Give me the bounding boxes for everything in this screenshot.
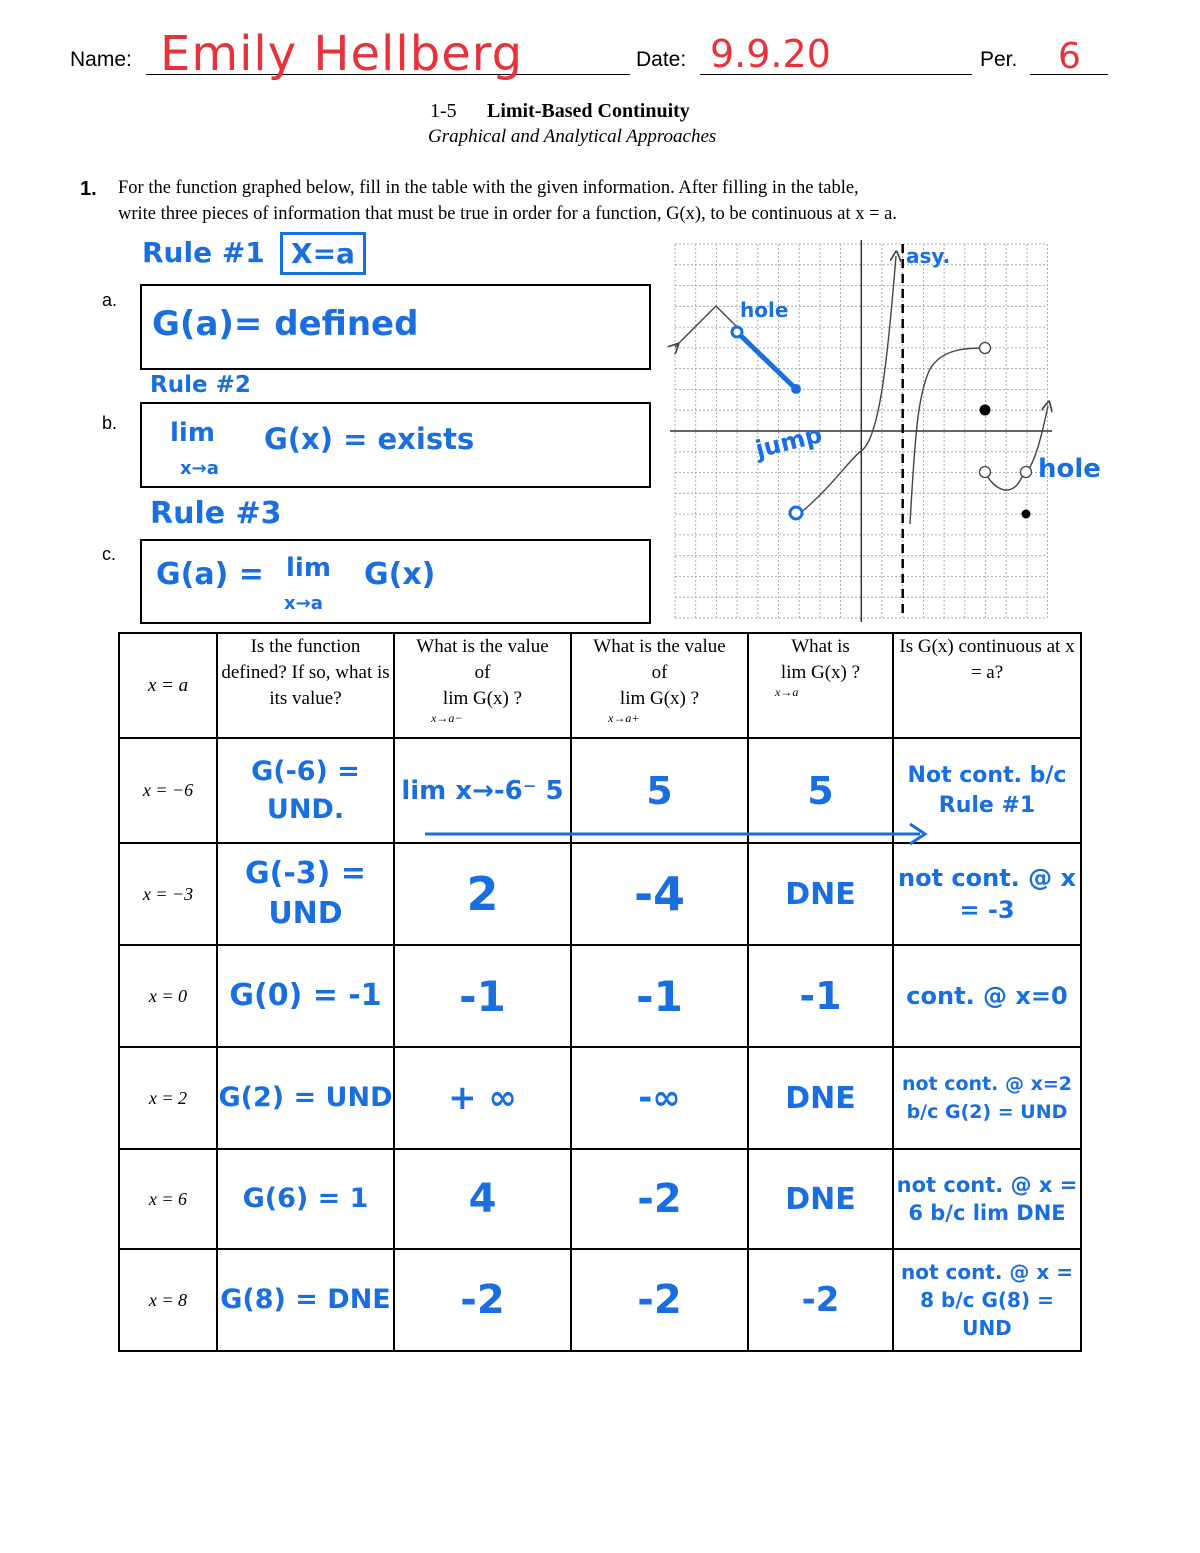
page-title: Limit-Based Continuity xyxy=(487,100,690,122)
row-x: x = 6 xyxy=(119,1149,217,1249)
answer-c-lim: lim xyxy=(286,553,331,583)
header-left-limit xyxy=(394,633,571,738)
continuity-table xyxy=(118,632,1082,1352)
row-x: x = 0 xyxy=(119,945,217,1047)
question-text-1: For the function graphed below, fill in the table with the given information. After filling in the table, xyxy=(118,178,859,198)
row-right: -1 xyxy=(571,945,748,1047)
row-defined: G(-3) = UND xyxy=(217,843,394,945)
row-left: 2 xyxy=(394,843,571,945)
answer-b-sub: x→a xyxy=(180,458,219,479)
row-defined: G(6) = 1 xyxy=(217,1149,394,1249)
row-left: lim x→-6⁻ 5 xyxy=(394,738,571,843)
answer-b-lim: lim xyxy=(170,418,215,448)
row-x: x = −3 xyxy=(119,843,217,945)
closed-point-8-neg4 xyxy=(1022,510,1031,519)
answer-a: G(a)= defined xyxy=(152,304,419,344)
header-limit-sub: x→a xyxy=(775,685,799,699)
header-continuous: Is G(x) continuous at x = a? xyxy=(893,633,1081,738)
answer-b-rest: G(x) = exists xyxy=(264,422,475,456)
row-cont: Not cont. b/c Rule #1 xyxy=(893,738,1081,843)
row-cont: not cont. @ x = 8 b/c G(8) = UND xyxy=(893,1249,1081,1351)
row1-arrow xyxy=(420,820,940,850)
header-left-sub: x→a− xyxy=(431,711,463,725)
period-value: 6 xyxy=(1058,36,1081,77)
rule1-boxed: X=a xyxy=(280,232,366,275)
row-lim: DNE xyxy=(748,843,893,945)
label-a: a. xyxy=(102,290,118,310)
header-left-top: What is the value of xyxy=(416,636,549,683)
hole-segment xyxy=(737,332,796,389)
row-right: -2 xyxy=(571,1249,748,1351)
row-defined: G(2) = UND xyxy=(217,1047,394,1149)
header-right-limit xyxy=(571,633,748,738)
rule3-label: Rule #3 xyxy=(150,496,282,531)
closed-point-6-1 xyxy=(980,405,991,416)
header-right-lim: lim G(x) ? xyxy=(619,688,700,709)
row-right: -2 xyxy=(571,1149,748,1249)
row-lim: -1 xyxy=(748,945,893,1047)
row-right: -4 xyxy=(571,843,748,945)
note-hole-2: hole xyxy=(1038,454,1101,484)
note-asymptote: asy. xyxy=(906,244,951,268)
row-lim: DNE xyxy=(748,1149,893,1249)
table-row xyxy=(119,945,1081,1047)
row-cont: not cont. @ x = -3 xyxy=(893,843,1081,945)
open-point-hole xyxy=(732,327,742,337)
period-label: Per. xyxy=(980,48,1018,71)
question-text-2: write three pieces of information that must be true in order for a function, G(x), to be continuous at x = a. xyxy=(118,204,897,224)
lesson-number: 1-5 xyxy=(430,100,457,122)
row-right: 5 xyxy=(571,738,748,843)
answer-c-sub: x→a xyxy=(284,593,323,614)
row-right: -∞ xyxy=(571,1047,748,1149)
row-left: 4 xyxy=(394,1149,571,1249)
row-defined: G(0) = -1 xyxy=(217,945,394,1047)
answer-c-left: G(a) = xyxy=(156,557,264,592)
note-jump: jump xyxy=(752,420,825,464)
row-left: -1 xyxy=(394,945,571,1047)
rule2-label: Rule #2 xyxy=(150,372,251,398)
page-subtitle: Graphical and Analytical Approaches xyxy=(428,126,717,147)
table-row xyxy=(119,1047,1081,1149)
name-label: Name: xyxy=(70,48,132,71)
header-limit-top: What is xyxy=(791,636,850,657)
question-number: 1. xyxy=(80,178,97,200)
row-lim: 5 xyxy=(748,738,893,843)
answer-c-rest: G(x) xyxy=(364,557,436,592)
row-cont: not cont. @ x=2 b/c G(2) = UND xyxy=(893,1047,1081,1149)
header-defined: Is the function defined? If so, what is its value? xyxy=(217,633,394,738)
row-lim: -2 xyxy=(748,1249,893,1351)
open-point-6-neg2 xyxy=(980,467,991,478)
rule1-label: Rule #1 xyxy=(142,236,265,269)
label-c: c. xyxy=(102,544,117,564)
answer-box-b xyxy=(140,402,651,488)
row-left: -2 xyxy=(394,1249,571,1351)
label-b: b. xyxy=(102,413,118,433)
row-x: x = −6 xyxy=(119,738,217,843)
closed-point xyxy=(791,384,801,394)
answer-box-c xyxy=(140,539,651,624)
row-left: + ∞ xyxy=(394,1047,571,1149)
table-row xyxy=(119,843,1081,945)
row-cont: not cont. @ x = 6 b/c lim DNE xyxy=(893,1149,1081,1249)
date-value: 9.9.20 xyxy=(710,32,831,76)
header-left-lim: lim G(x) ? xyxy=(442,688,523,709)
header-limit-lim: lim G(x) ? xyxy=(780,662,861,683)
row-x: x = 8 xyxy=(119,1249,217,1351)
answer-box-a xyxy=(140,284,651,370)
table-row xyxy=(119,1249,1081,1351)
name-value: Emily Hellberg xyxy=(160,26,524,82)
open-point-jump xyxy=(790,507,802,519)
date-label: Date: xyxy=(636,48,687,71)
header-right-top: What is the value of xyxy=(593,636,726,683)
open-point-8-neg2 xyxy=(1021,467,1032,478)
table-row xyxy=(119,1149,1081,1249)
row-lim: DNE xyxy=(748,1047,893,1149)
header-x: x = a xyxy=(119,633,217,738)
header-limit xyxy=(748,633,893,738)
open-point-6-4 xyxy=(980,343,991,354)
function-graph xyxy=(660,234,1060,626)
note-hole-1: hole xyxy=(740,298,789,322)
row-defined: G(8) = DNE xyxy=(217,1249,394,1351)
row-cont: cont. @ x=0 xyxy=(893,945,1081,1047)
row-defined: G(-6) = UND. xyxy=(217,738,394,843)
row-x: x = 2 xyxy=(119,1047,217,1149)
header-right-sub: x→a+ xyxy=(608,711,640,725)
